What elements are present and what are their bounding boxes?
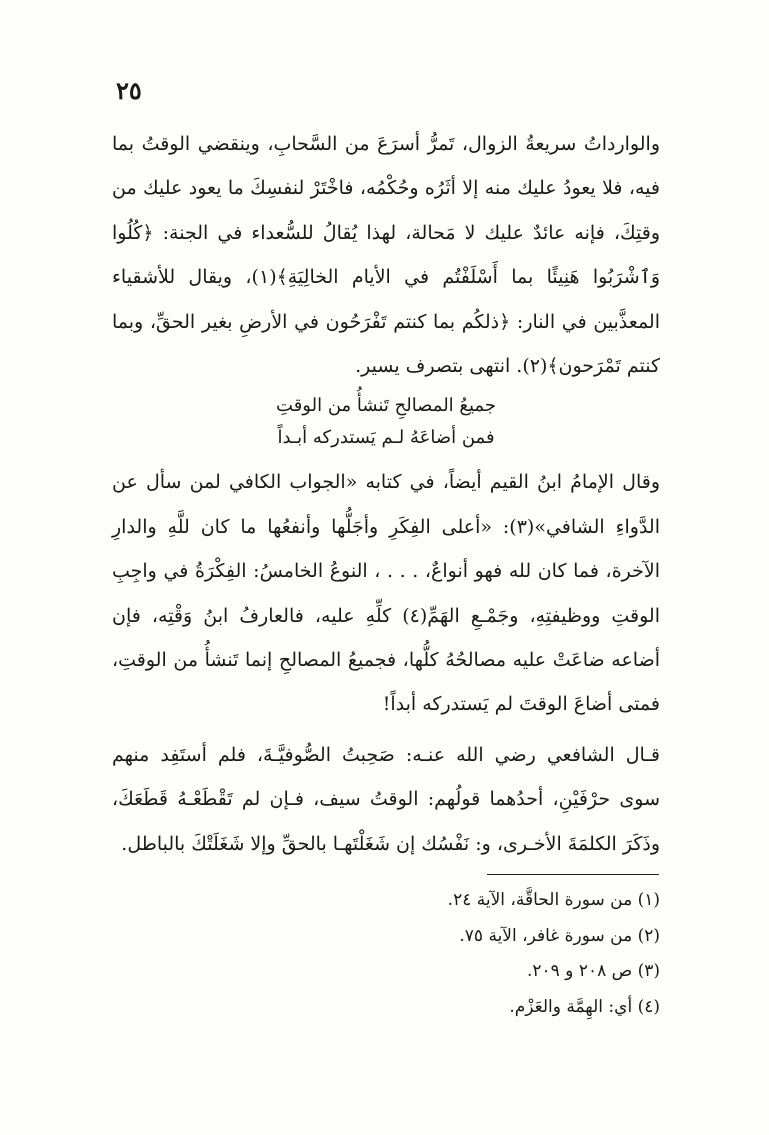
verse-line: فمن أضاعَهُ لـم يَستدركه أبـداً [277, 427, 495, 449]
paragraph: والوارداتُ سريعةُ الزوال، تَمرُّ أسرَعَ من السَّحابِ، وينقضي الوقتُ بما فيه، فلا يعودُ عليك منه إلا أثَرُه وحُكْمُه، فاخْتَرْ لنفسِكَ ما يعود عليك من وقتِكَ، فإنه عائدٌ عليك لا مَحالة، لهذا يُقالُ للسُّعداء في الجنة: ﴿كُلُوا وَٱشْرَبُوا هَنِيئًا بما أَسْلَفْتُم في الأيام الخالِيَةِ﴾(١)، ويقال للأشقياء المعذَّبين في النار: ﴿ذلكُم بما كنتم تَفْرَحُون في الأرضِ بغير الحقِّ، وبما كنتم تَمْرَحون﴾(٢). انتهى بتصرف يسير. [112, 133, 660, 378]
verse [112, 388, 660, 460]
footnote: (٢) من سورة غافر، الآية ٧٥. [459, 925, 660, 946]
body-text [112, 122, 660, 866]
footnote: (١) من سورة الحاقَّة، الآية ٢٤. [447, 890, 660, 910]
footnote-divider [487, 874, 659, 875]
footnotes [112, 883, 660, 1025]
page-number: ٢٥ [116, 76, 142, 105]
footnote: (٤) أي: الهِمَّة والعَزْم. [509, 996, 660, 1017]
verse-line: جميعُ المصالحِ تَنشأُ من الوقتِ [276, 395, 496, 417]
paragraph: وقال الإمامُ ابنُ القيم أيضاً، في كتابه «الجواب الكافي لمن سأل عن الدَّواءِ الشافي»(٣): «أعلى الفِكَرِ وأجَلُّها وأنفعُها ما كان للَّهِ والدارِ الآخرة، فما كان لله فهو أنواعٌ، . . . ، النوعُ الخامسُ: الفِكْرَةُ في واجِبِ الوقتِ ووظيفتِهِ، وجَمْـعِ الهَمِّ(٤) كلِّهِ عليه، فالعارفُ ابنُ وَقْتِه، فإن أضاعه ضاعَتْ عليه مصالحُهُ كلُّها، فجميعُ المصالحِ إنما تَنشأُ من الوقتِ، فمتى أضاعَ الوقتَ لم يَستدركه أبداً! [112, 471, 660, 716]
paragraph: قـال الشافعي رضي الله عنـه: صَحِبتُ الصُّوفيَّـةَ، فلم أستَفِد منهم سوى حرْفَيْنِ، أحدُهما قولُهم: الوقتُ سيف، فـإن لم تَقْطَعْـهُ قَطَعَكَ، وذَكَرَ الكلمَةَ الأخـرى، و: نَفْسُك إن شَغَلْتَهـا بالحقِّ وإلا شَغَلَتْكَ بالباطل. [112, 743, 660, 855]
footnote: (٣) ص ٢٠٨ و ٢٠٩. [526, 961, 660, 981]
